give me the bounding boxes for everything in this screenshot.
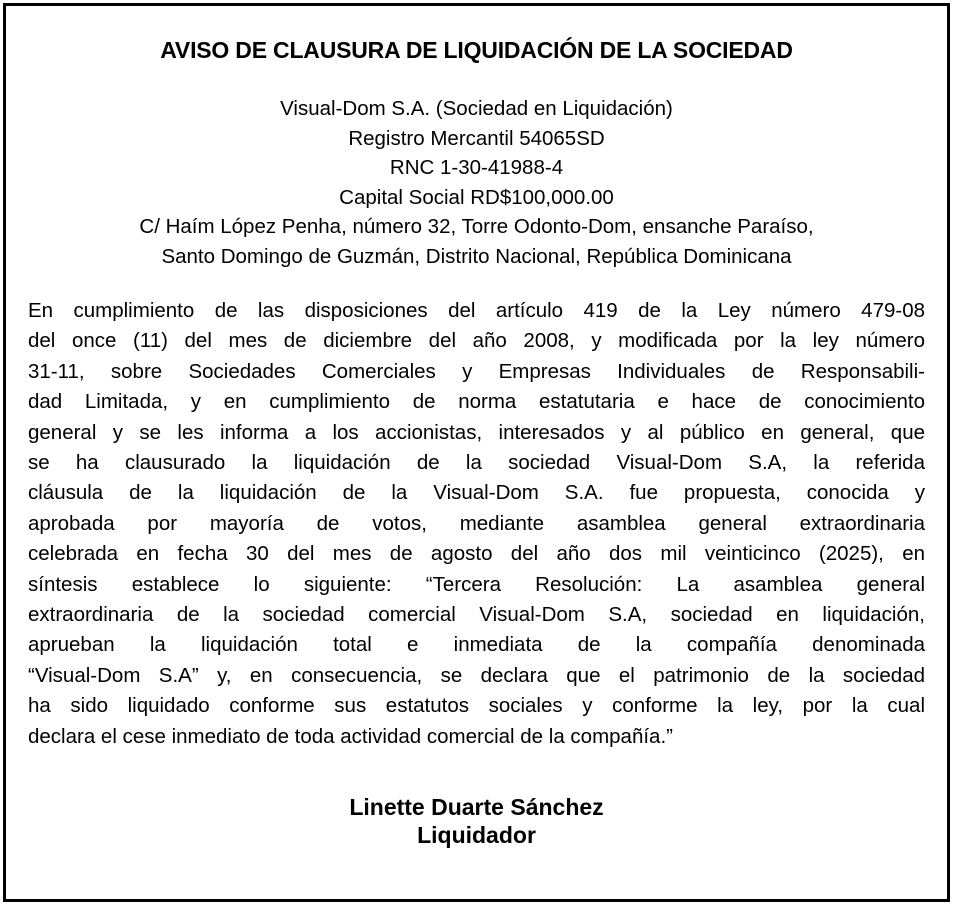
body-line: síntesis establece lo siguiente: “Tercera Resolución: La asamblea general xyxy=(28,572,925,596)
body-line: ha sido liquidado conforme sus estatutos sociales y conforme la ley, por la cual xyxy=(28,694,925,718)
body-line: En cumplimiento de las disposiciones del artículo 419 de la Ley número 479-08 xyxy=(28,299,925,322)
body-line: 31-11, sobre Sociedades Comerciales y Empresas Individuales de Responsabili- xyxy=(28,359,925,383)
body-line: aprobada por mayoría de votos, mediante asamblea general extraordinaria xyxy=(28,511,925,535)
company-registry: Registro Mercantil 54065SD xyxy=(348,126,605,150)
signatory-role: Liquidador xyxy=(417,822,536,848)
body-line: declara el cese inmediato de toda actividad comercial de la compañía.” xyxy=(28,724,673,748)
notice-frame xyxy=(3,3,950,902)
notice-title: AVISO DE CLAUSURA DE LIQUIDACIÓN DE LA SOCIEDAD xyxy=(160,37,793,63)
body-line: aprueban la liquidación total e inmediata de la compañía denominada xyxy=(28,633,925,657)
body-line: celebrada en fecha 30 del mes de agosto del año dos mil veinticinco (2025), en xyxy=(28,542,925,566)
company-address-line: C/ Haím López Penha, número 32, Torre Odonto-Dom, ensanche Paraíso, xyxy=(139,215,814,238)
notice-body xyxy=(28,296,925,752)
company-name: Visual-Dom S.A. (Sociedad en Liquidación) xyxy=(280,97,673,120)
body-line: se ha clausurado la liquidación de la sociedad Visual-Dom S.A, la referida xyxy=(28,451,925,475)
body-line: del once (11) del mes de diciembre del año 2008, y modificada por la ley número xyxy=(28,329,925,353)
company-address-line: Santo Domingo de Guzmán, Distrito Nacional, República Dominicana xyxy=(161,244,792,268)
body-line: “Visual-Dom S.A” y, en consecuencia, se declara que el patrimonio de la sociedad xyxy=(28,663,925,687)
body-line: extraordinaria de la sociedad comercial Visual-Dom S.A, sociedad en liquidación, xyxy=(28,603,925,627)
body-line: dad Limitada, y en cumplimiento de norma estatutaria e hace de conocimiento xyxy=(28,390,925,414)
company-info xyxy=(6,94,947,271)
company-capital: Capital Social RD$100,000.00 xyxy=(339,185,614,209)
body-line: cláusula de la liquidación de la Visual-Dom S.A. fue propuesta, conocida y xyxy=(28,481,925,505)
signature-block xyxy=(6,793,947,849)
body-line: general y se les informa a los accionistas, interesados y al público en general, que xyxy=(28,420,925,444)
company-rnc: RNC 1-30-41988-4 xyxy=(389,156,564,179)
signatory-name: Linette Duarte Sánchez xyxy=(349,794,604,820)
